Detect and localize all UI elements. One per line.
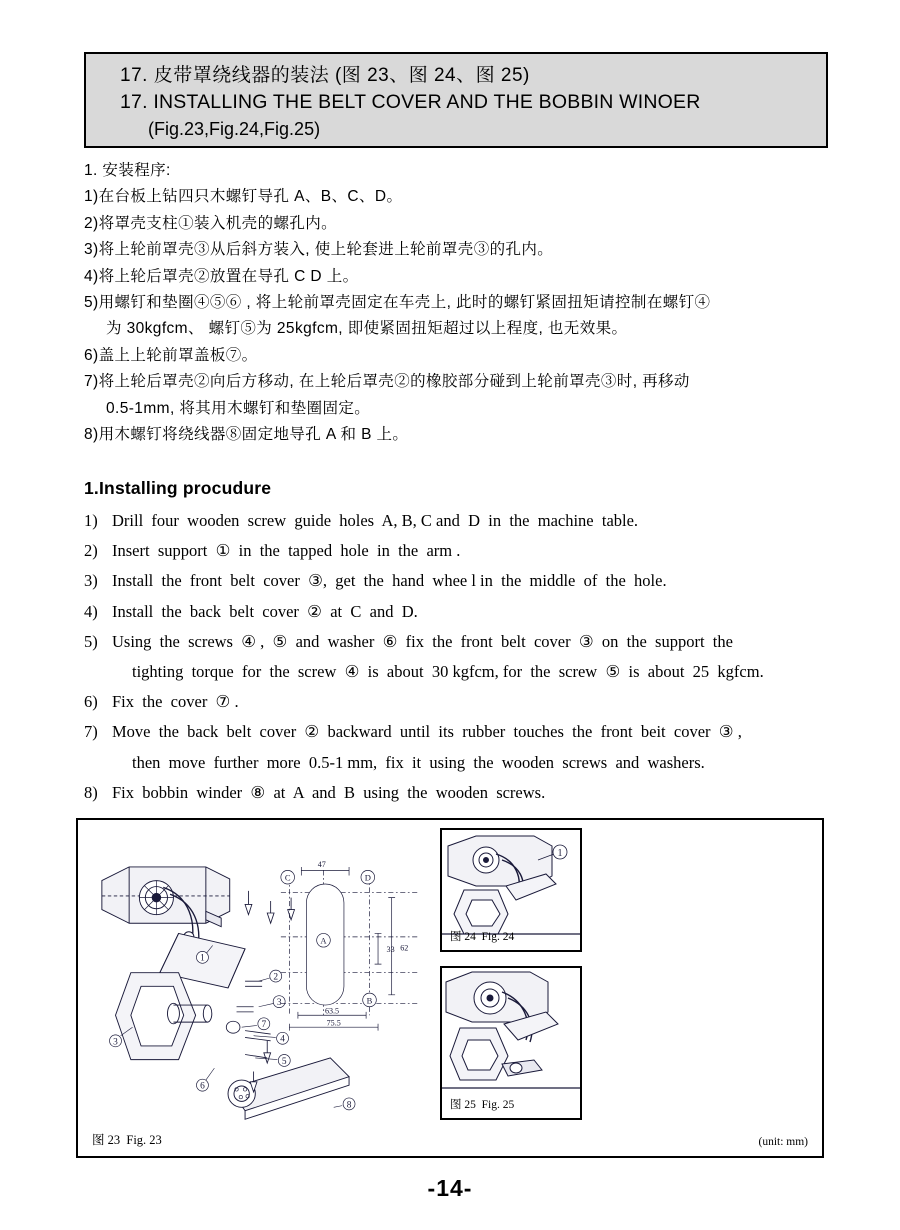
title-chinese: 17. 皮带罩绕线器的装法 (图 23、图 24、图 25) — [120, 65, 530, 86]
figure-unit-note: (unit: mm) — [758, 1136, 808, 1148]
svg-text:1: 1 — [557, 848, 563, 859]
english-step-1-text: Drill four wooden screw guide holes A, B, C and D in the machine table. — [112, 511, 639, 530]
english-step-5-continuation: tighting torque for the screw ④ is about 30 kgfcm, for the screw ⑤ is about 25 kgfcm. — [132, 662, 764, 682]
english-step-6-number: 6) — [84, 692, 98, 712]
chinese-body — [84, 158, 854, 448]
figure-25-box — [440, 966, 582, 1120]
page-number: -14- — [427, 1175, 473, 1201]
section-title-box — [84, 52, 828, 148]
svg-text:1: 1 — [200, 953, 205, 964]
figure-23-caption: 图 23 Fig. 23 — [92, 1133, 162, 1147]
english-step-7 — [84, 717, 844, 777]
figure-25-caption: 图 25 Fig. 25 — [450, 1099, 515, 1111]
svg-text:2: 2 — [273, 972, 279, 983]
english-step-5 — [84, 627, 844, 687]
english-step-6-text: Fix the cover ⑦ . — [112, 692, 239, 712]
english-step-3-number: 3) — [84, 571, 98, 591]
svg-text:A: A — [320, 935, 327, 946]
chinese-step-5: 5)用螺钉和垫圈④⑤⑥ , 将上轮前罩壳固定在车壳上, 此时的螺钉紧固扭矩请控制在螺钉④ — [84, 294, 711, 312]
svg-text:B: B — [366, 995, 373, 1006]
svg-text:47: 47 — [317, 859, 326, 869]
svg-text:C: C — [284, 872, 291, 883]
svg-text:8: 8 — [346, 1100, 352, 1111]
chinese-heading: 1. 安装程序: — [84, 162, 171, 179]
title-english: 17. INSTALLING THE BELT COVER AND THE BOBBIN WINOER — [120, 91, 701, 113]
english-step-2 — [84, 536, 844, 566]
english-step-7-number: 7) — [84, 722, 98, 742]
english-step-4-number: 4) — [84, 601, 98, 621]
english-step-7-continuation: then move further more 0.5-1 mm, fix it using the wooden screws and washers. — [132, 752, 705, 772]
english-step-5-text: Using the screws ④ , ⑤ and washer ⑥ fix the front belt cover ③ on the support the — [112, 631, 733, 651]
svg-text:D: D — [364, 872, 371, 883]
english-step-4-text: Install the back belt cover ② at C and D. — [112, 601, 418, 621]
chinese-step-1: 1)在台板上钻四只木螺钉导孔 A、B、C、D。 — [84, 188, 403, 206]
figure-24-box — [440, 828, 582, 952]
svg-text:33: 33 — [386, 945, 395, 955]
chinese-step-8: 8)用木螺钉将绕线器⑧固定地导孔 A 和 B 上。 — [84, 426, 409, 444]
chinese-step-3: 3)将上轮前罩壳③从后斜方装入, 使上轮套进上轮前罩壳③的孔内。 — [84, 241, 554, 259]
chinese-step-6: 6)盖上上轮前罩盖板⑦。 — [84, 346, 258, 364]
svg-text:3: 3 — [113, 1037, 118, 1048]
english-step-7-text: Move the back belt cover ② backward until its rubber touches the front beit cover ③ , — [112, 722, 742, 742]
svg-text:5: 5 — [281, 1056, 287, 1067]
chinese-step-2: 2)将罩壳支柱①装入机壳的螺孔内。 — [84, 214, 338, 232]
figure-23-drawing — [78, 820, 436, 1156]
english-step-5-number: 5) — [84, 631, 98, 651]
svg-text:7: 7 — [261, 1020, 267, 1031]
english-body — [84, 506, 844, 808]
svg-text:62: 62 — [400, 943, 409, 953]
svg-text:6: 6 — [200, 1081, 205, 1092]
english-step-3 — [84, 566, 844, 596]
svg-text:63.5: 63.5 — [324, 1006, 340, 1016]
figure-panel — [76, 818, 824, 1158]
english-heading: 1.Installing procudure — [84, 478, 272, 498]
chinese-step-5-cont: 为 30kgfcm、 螺钉⑤为 25kgfcm, 即使紧固扭矩超过以上程度, 也无效果。 — [106, 320, 628, 338]
svg-text:75.5: 75.5 — [326, 1018, 341, 1028]
chinese-step-7-cont: 0.5-1mm, 将其用木螺钉和垫圈固定。 — [106, 399, 371, 417]
figure-24-caption: 图 24 Fig. 24 — [450, 931, 515, 943]
english-step-6 — [84, 687, 844, 717]
english-step-1-number: 1) — [84, 511, 98, 530]
english-step-2-number: 2) — [84, 541, 98, 561]
english-step-8 — [84, 778, 844, 808]
english-step-8-number: 8) — [84, 782, 98, 802]
english-step-4 — [84, 597, 844, 627]
chinese-step-4: 4)将上轮后罩壳②放置在导孔 C D 上。 — [84, 267, 359, 285]
english-step-8-text: Fix bobbin winder ⑧ at A and B using the wooden screws. — [112, 782, 546, 802]
english-step-2-text: Insert support ① in the tapped hole in the arm . — [112, 541, 461, 561]
english-step-3-text: Install the front belt cover ③, get the hand whee l in the middle of the hole. — [112, 571, 667, 591]
svg-text:4: 4 — [280, 1034, 285, 1045]
svg-text:3: 3 — [276, 998, 282, 1009]
chinese-step-7: 7)将上轮后罩壳②向后方移动, 在上轮后罩壳②的橡胶部分碰到上轮前罩壳③时, 再移动 — [84, 373, 690, 391]
title-figure-refs: (Fig.23,Fig.24,Fig.25) — [148, 119, 321, 139]
english-step-1 — [84, 506, 844, 536]
